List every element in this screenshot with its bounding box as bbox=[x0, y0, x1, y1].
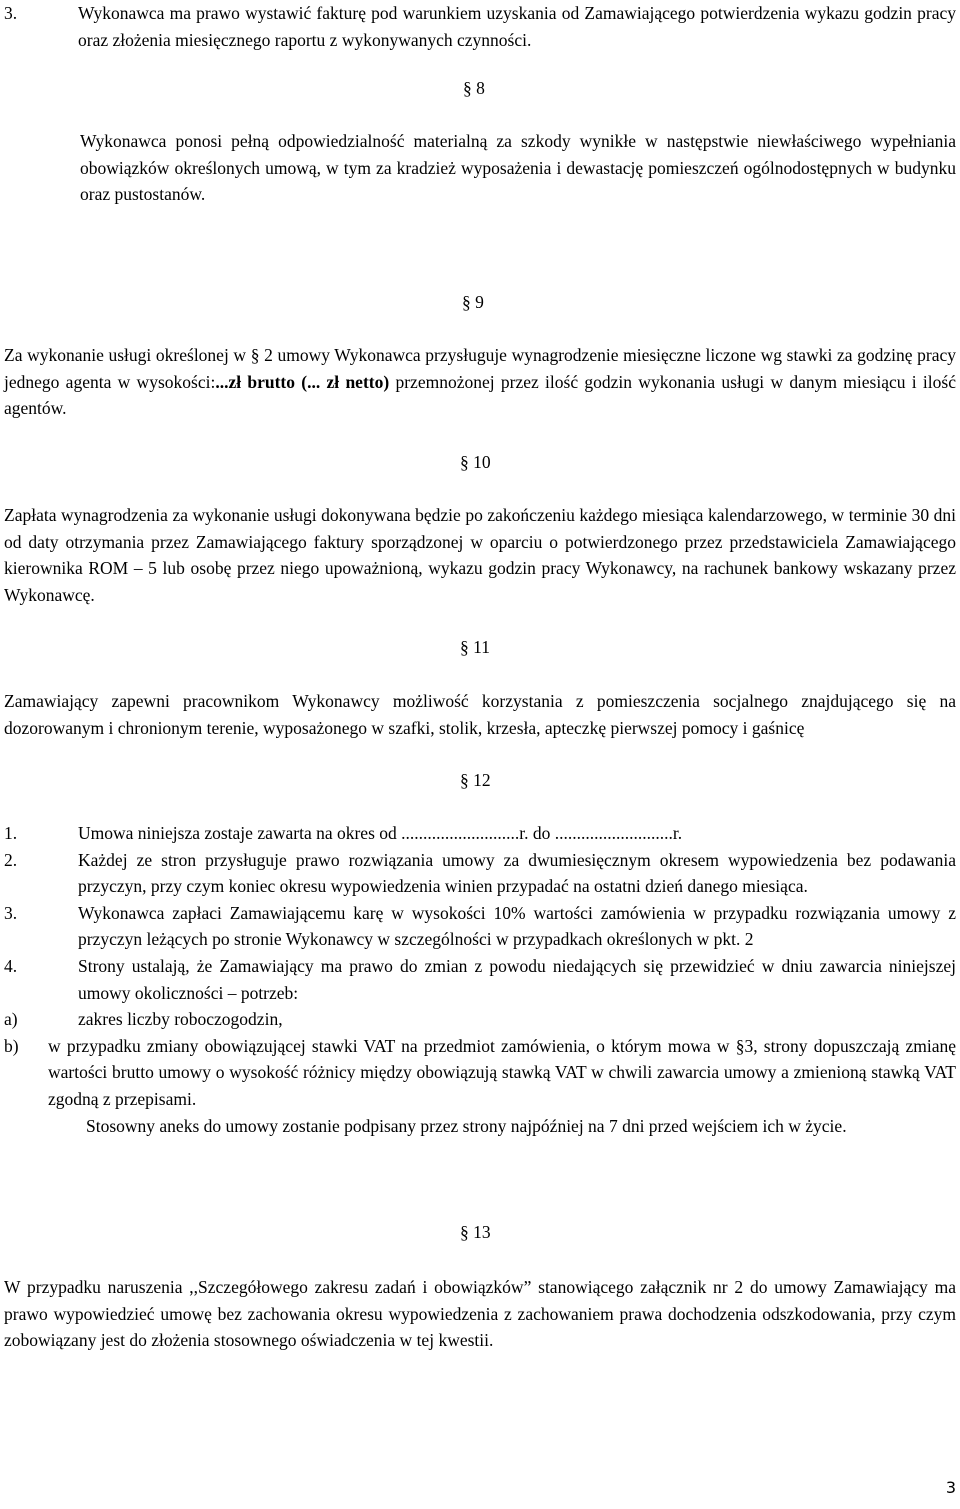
bracket-open: ( bbox=[295, 371, 308, 392]
section-9-heading: § 9 bbox=[462, 292, 484, 312]
list-text: Każdej ze stron przysługuje prawo rozwiązania umowy za dwumiesięcznym okresem wypowiedzenia bez podawania przyczyn, przy czym koniec okresu wypowiedzenia winien przypadać na ostatni dzień danego miesiąca. bbox=[78, 849, 956, 897]
section-13-paragraph bbox=[4, 1274, 956, 1354]
section-13-heading: § 13 bbox=[460, 1222, 491, 1242]
top-list-item bbox=[4, 0, 956, 53]
paragraph-text-end: przemnożonej przez ilość godzin wykonania usługi w danym miesiącu i ilość agentów. bbox=[4, 371, 956, 419]
paragraph-text: Za wykonanie usługi określonej w § 2 umowy Wykonawca przysługuje wynagrodzenie miesięczne liczone wg stawki za godzinę pracy jednego agenta w wysokości: bbox=[4, 345, 956, 392]
section-12-list bbox=[4, 820, 956, 1139]
sub-list-text bbox=[48, 1033, 956, 1113]
section-11-paragraph bbox=[4, 688, 956, 741]
section-10-paragraph bbox=[4, 502, 956, 608]
paragraph-text: Zapłata wynagrodzenia za wykonanie usługi dokonywana będzie po zakończeniu każdego miesiąca kalendarzowego, w terminie 30 dni od daty otrzymania przez Zamawiającego faktury sporządzonej w oparciu o potwierdzonego przez przedstawiciela Zamawiającego kierownika ROM – 5 lub osobę przez niego upoważnioną, wykazu godzin pracy Wykonawcy, na rachunek bankowy wskazany przez Wykonawcę. bbox=[4, 505, 956, 605]
sub-list-letter: a) bbox=[4, 1009, 18, 1030]
net-amount: ... zł netto) bbox=[307, 371, 390, 392]
paragraph-text: Wykonawca ponosi pełną odpowiedzialność materialną za szkody wynikłe w następstwie niewłaściwego wypełniania obowiązków określonych umową, w tym za kradzież wyposażenia i dewastację pomieszczeń ogólnodostępnych w budynku oraz pustostanów. bbox=[80, 131, 956, 205]
list-number: 4. bbox=[4, 955, 18, 976]
list-text: Wykonawca zapłaci Zamawiającemu karę w wysokości 10% wartości zamówienia w przypadku rozwiązania umowy z przyczyn leżących po stronie Wykonawcy w szczególności w przypadkach określonych w pkt. 2 bbox=[78, 902, 956, 950]
sub-list-item bbox=[4, 1006, 956, 1033]
list-item bbox=[4, 900, 956, 953]
section-11-heading: § 11 bbox=[460, 637, 490, 657]
list-number: 2. bbox=[4, 849, 18, 870]
annex-note: Stosowny aneks do umowy zostanie podpisany przez strony najpóźniej na 7 dni przed wejściem ich w życie. bbox=[86, 1115, 847, 1136]
sub-list-letter: b) bbox=[4, 1035, 19, 1056]
list-text: Strony ustalają, że Zamawiający ma prawo do zmian z powodu niedających się przewidzieć w dniu zawarcia niniejszej umowy okoliczności – potrzeb: bbox=[78, 955, 956, 1003]
sub-list-text-content: w przypadku zmiany obowiązującej stawki VAT na przedmiot zamówienia, o którym mowa w §3, strony dopuszczają zmianę wartości brutto umowy o wysokość różnicy między obowiązują stawką VAT w chwili zawarcia umowy a zmienioną stawką VAT zgodną z przepisami. bbox=[48, 1035, 956, 1109]
section-8-paragraph bbox=[80, 128, 956, 208]
gross-amount: ...zł brutto bbox=[215, 371, 295, 392]
section-8-heading: § 8 bbox=[463, 78, 485, 98]
sub-list-text: zakres liczby roboczogodzin, bbox=[78, 1009, 283, 1030]
section-10-heading: § 10 bbox=[460, 452, 491, 472]
list-number: 3. bbox=[4, 3, 18, 23]
list-number: 3. bbox=[4, 902, 18, 923]
list-text: Umowa niniejsza zostaje zawarta na okres od ...........................r. do ...........................r. bbox=[78, 823, 683, 843]
section-9-paragraph bbox=[4, 342, 956, 422]
paragraph-text: Zamawiający zapewni pracownikom Wykonawcy możliwość korzystania z pomieszczenia socjalnego znajdującego się na dozorowanym i chronionym terenie, wyposażonego w szafki, stolik, krzesła, apteczkę pierwszej pomocy i gaśnicę bbox=[4, 691, 956, 738]
sub-list-item bbox=[4, 1033, 956, 1113]
list-item bbox=[4, 820, 956, 847]
paragraph-text: W przypadku naruszenia ,,Szczegółowego zakresu zadań i obowiązków” stanowiącego załącznik nr 2 do umowy Zamawiający ma prawo wypowiedzieć umowę bez zachowania okresu wypowiedzenia z zachowaniem prawa dochodzenia odszkodowania, przy czym zobowiązany jest do złożenia stosownego oświadczenia w tej kwestii. bbox=[4, 1277, 956, 1351]
list-number: 1. bbox=[4, 823, 18, 843]
list-text: Wykonawca ma prawo wystawić fakturę pod warunkiem uzyskania od Zamawiającego potwierdzenia wykazu godzin pracy oraz złożenia miesięcznego raportu z wykonywanych czynności. bbox=[78, 3, 956, 50]
section-12-heading: § 12 bbox=[460, 770, 491, 790]
list-item bbox=[4, 847, 956, 900]
page-number: 3 bbox=[945, 1478, 956, 1497]
list-item bbox=[4, 953, 956, 1006]
